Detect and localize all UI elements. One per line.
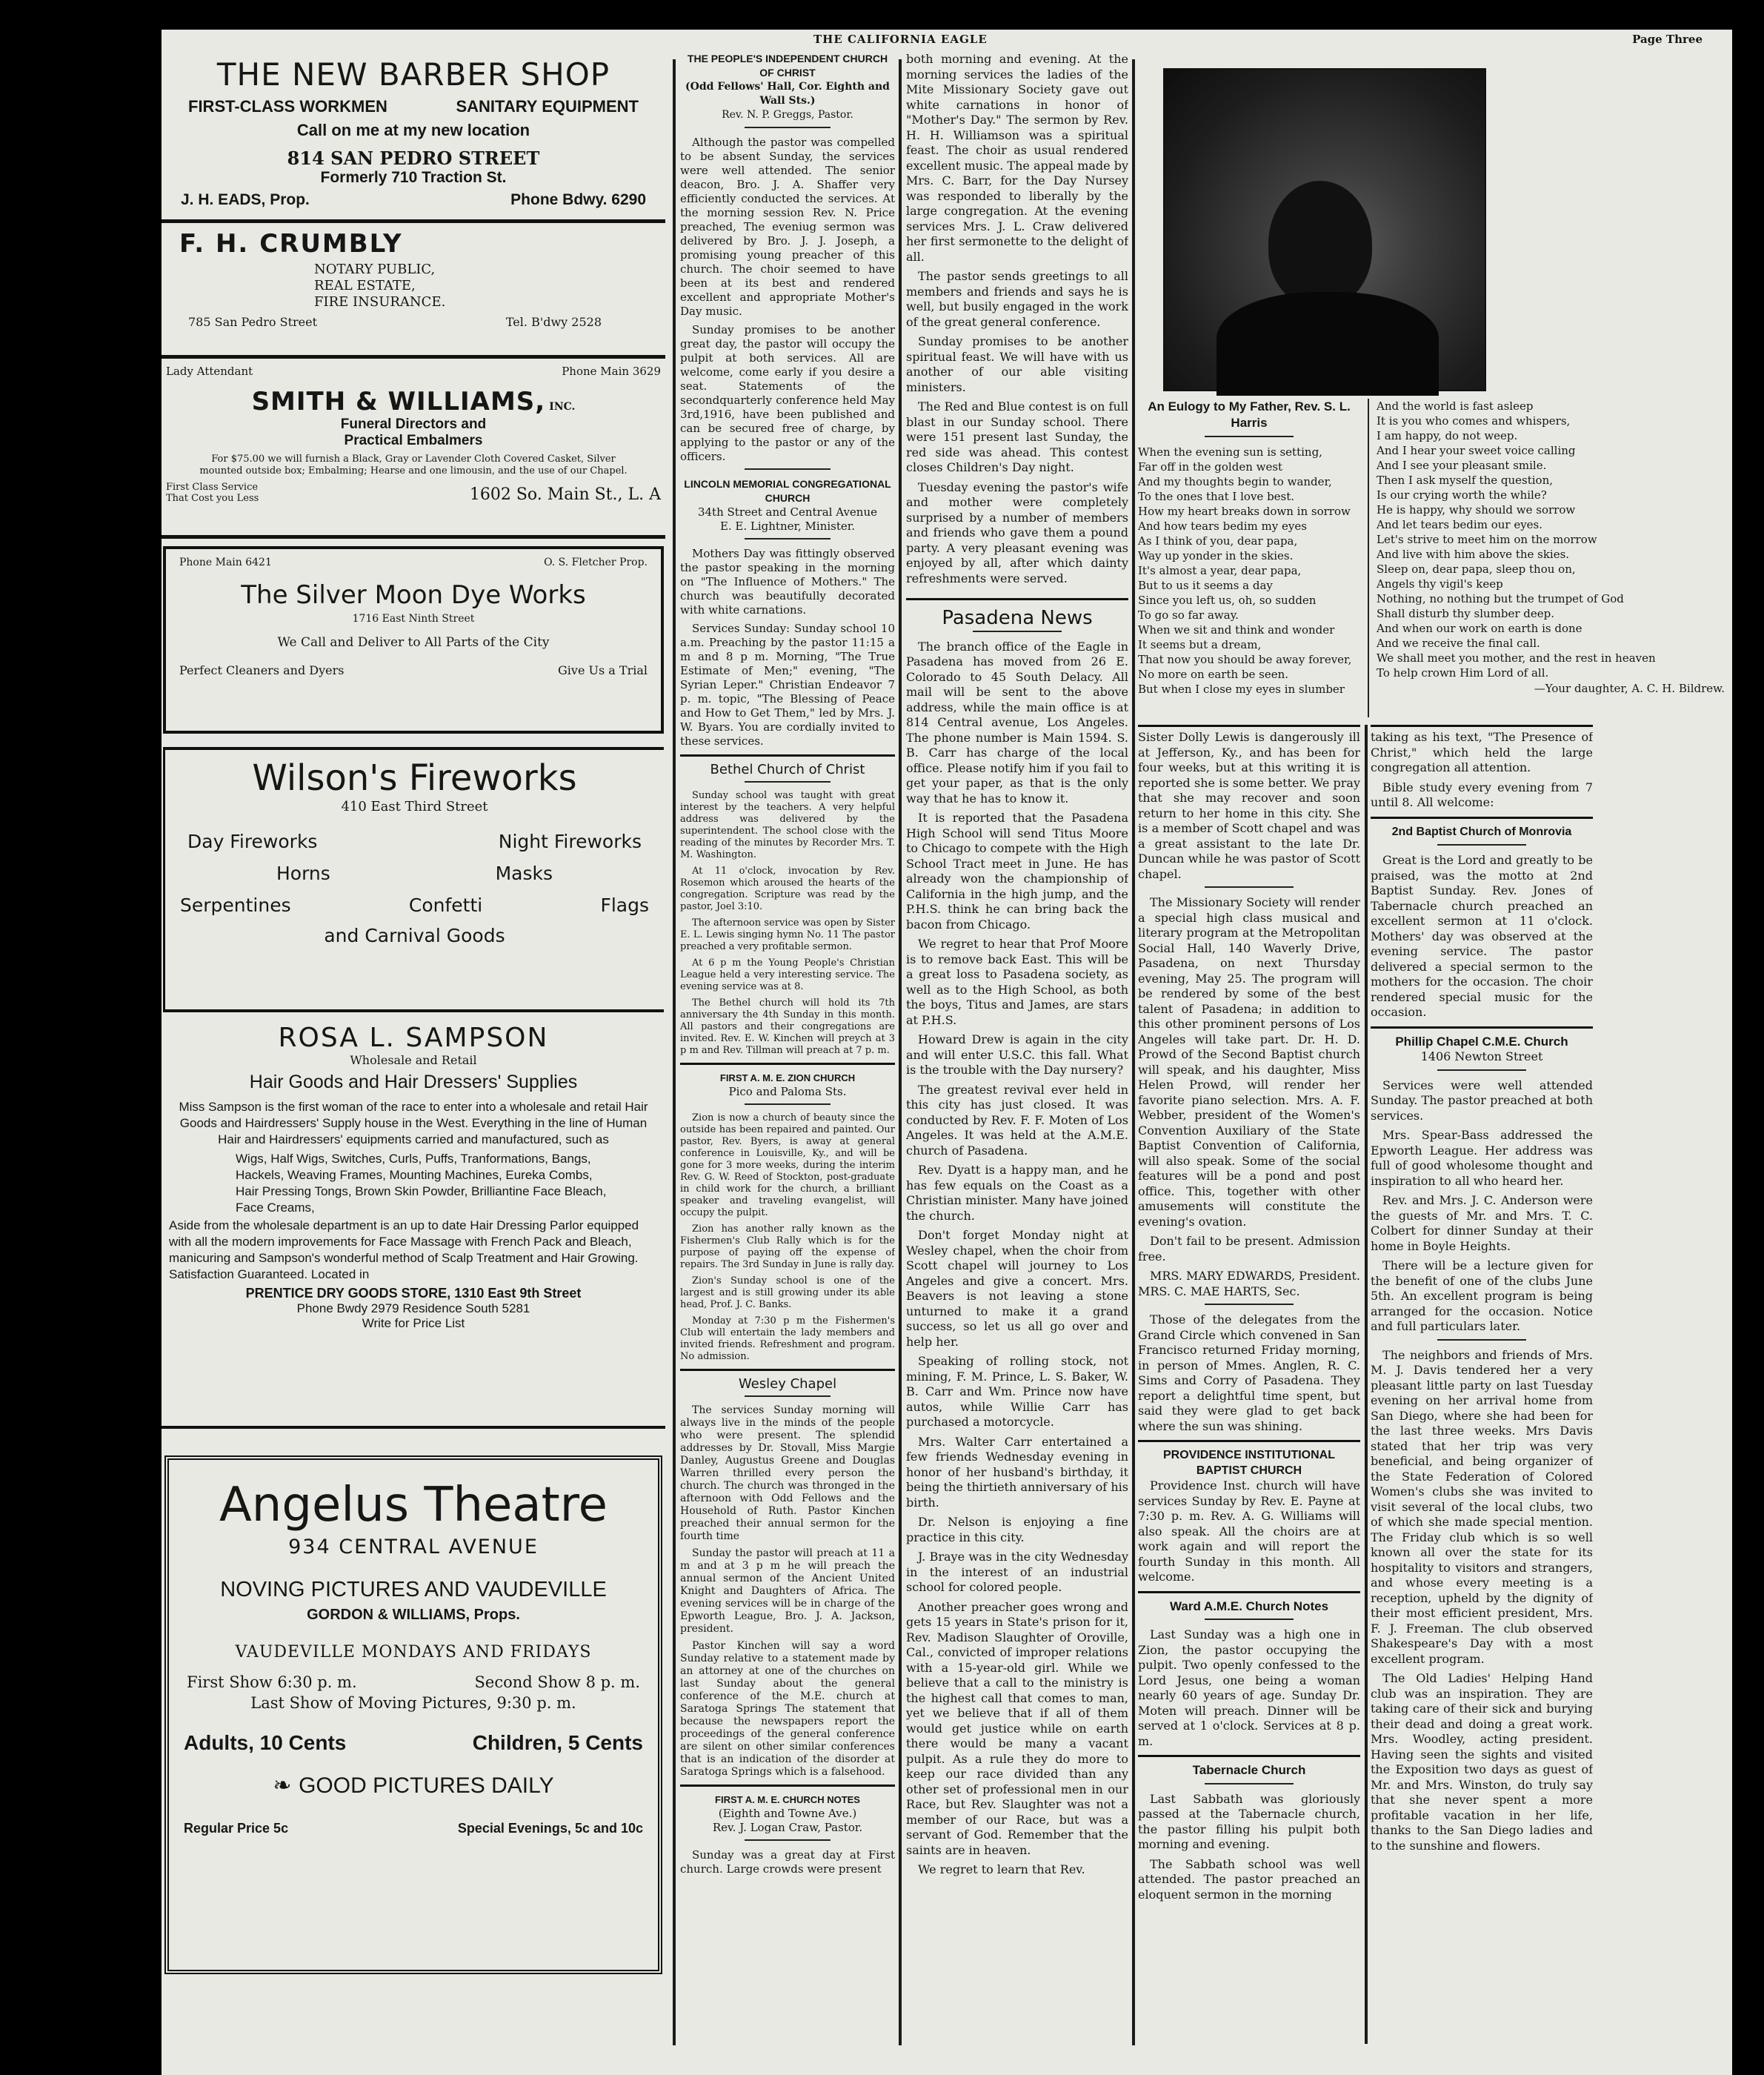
wilson-item2: Night Fireworks <box>498 831 642 852</box>
crumbly-address: 785 San Pedro Street <box>188 315 318 329</box>
bethel-p4: At 6 p m the Young People's Christian League held a very interesting service. The evening service was at 8. <box>680 957 895 992</box>
phillip-p6: The Old Ladies' Helping Hand club was an inspiration. They are taking care of their sick and burying their dead and doing a great work. Mrs. Woodley, acting president. Having seen the sights and visited the Exposition two days as guest of Mr. and Mrs. Winston, do truly say that she never spent a more profitable vacation in her life, thanks to the San Diego ladies and to the sunshine and flowers. <box>1371 1671 1593 1853</box>
sampson-write: Write for Price List <box>362 1316 465 1330</box>
pas-p11: J. Braye was in the city Wednesday in the interest of an industrial school for colored people. <box>906 1550 1128 1594</box>
pas-p6: Rev. Dyatt is a happy man, and he has few equals on the Coast as a Christian minister. Many have joined the church. <box>906 1163 1128 1223</box>
zion-addr: Pico and Paloma Sts. <box>728 1085 847 1098</box>
phillip-heading: Phillip Chapel C.M.E. Church <box>1395 1034 1568 1049</box>
angelus-vaudeville: VAUDEVILLE MONDAYS AND FRIDAYS <box>235 1643 592 1661</box>
lincoln-addr: 34th Street and Central Avenue <box>697 505 878 519</box>
c4-a3: Don't fail to be present. Admission free. <box>1138 1234 1360 1264</box>
wesley-heading: Wesley Chapel <box>738 1376 837 1392</box>
sampson-phone: Phone Bwdy 2979 Residence South 5281 <box>296 1301 530 1315</box>
tabernacle-p2: The Sabbath school was well attended. The pastor preached an eloquent sermon in the morning <box>1138 1856 1360 1902</box>
monrovia-heading: 2nd Baptist Church of Monrovia <box>1391 825 1572 838</box>
barber-address: 814 SAN PEDRO STREET <box>287 147 540 169</box>
silver-title: The Silver Moon Dye Works <box>241 580 586 610</box>
c4-a5: MRS. C. MAE HARTS, Sec. <box>1138 1284 1300 1298</box>
peoples-p2: Sunday promises to be another great day, the pastor will occupy the pulpit at both services. All are welcome, come early if you desire a seat. Statements of the secondquarterly conference held May 3rd,1916, have been published and can be secured free of charge, by applying to the pastor or any of the officers. <box>680 323 895 463</box>
paper-name: THE CALIFORNIA EAGLE <box>813 33 988 46</box>
crumbly-line1: NOTARY PUBLIC, <box>314 262 436 277</box>
pas-p4: Howard Drew is again in the city and will enter U.S.C. this fall. What is the trouble with the Day nursery? <box>906 1032 1128 1077</box>
column-society <box>1138 725 1360 2056</box>
c4-a1: Sister Dolly Lewis is dangerously ill at Jefferson, Ky., and has been for four weeks, but at this writing it is reported she is some better. We pray that she may recover and soon return to her home in this city. She is a member of Scott chapel and was a great assistant to the late Dr. Duncan while he was pastor of Scott chapel. <box>1138 730 1360 881</box>
column-rule <box>673 59 676 2045</box>
lincoln-p2: Services Sunday: Sunday school 10 a.m. Preaching by the pastor 11:15 a m and 8 p m. Morning, "The True Estimate of Men;" evening, "The Syrian Leper." Christian Endeavor 7 p. m. topic, "The Blessing of Peace and How to Get Them," led by Mrs. J. W. Byars. You are cordially invited to these services. <box>680 622 895 748</box>
c4-a2: The Missionary Society will render a special high class musical and literary program at the Metropolitan Social Hall, 140 Waverly Drive, Pasadena, on next Thursday evening, May 25. The program will be rendered by some of the best talent of Pasadena; in addition to this other prominent persons of Los Angeles will take part. Dr. H. D. Prowd of the Second Baptist church will speak, and his daughter, Miss Helen Prowd, will render her favorite piano selection. Mrs. A. F. Webber, president of the Women's Convention Auxiliary of the State Baptist Convention of California, will also speak. Some of the social features will be a pond and post office. This, together with other amusements will constitute the evening's ovation. <box>1138 895 1360 1229</box>
barber-prop: J. H. EADS, Prop. <box>181 191 310 208</box>
wesley-p2: Sunday the pastor will preach at 11 a m and at 3 p m he will preach the annual sermon of the Ancient United Knight and Daughters of Africa. The evening services will be in charge of the Epworth League, Bro. J. A. Jackson, president. <box>680 1547 895 1635</box>
eulogy-heading: An Eulogy to My Father, Rev. S. L. Harris <box>1148 399 1351 430</box>
smith-service2: That Cost you Less <box>166 493 259 504</box>
barber-call: Call on me at my new location <box>296 121 530 139</box>
angelus-good: GOOD PICTURES DAILY <box>299 1773 554 1798</box>
silver-prop: O. S. Fletcher Prop. <box>544 557 648 568</box>
angelus-adults: Adults, 10 Cents <box>184 1731 347 1754</box>
silver-moon-ad <box>163 546 664 734</box>
wilson-address: 410 East Third Street <box>341 799 488 814</box>
masthead <box>162 33 1732 49</box>
first-ame-p1: Sunday was a great day at First church. Large crowds were present <box>680 1848 895 1876</box>
lincoln-heading: LINCOLN MEMORIAL CONGREGATIONAL CHURCH <box>684 478 891 504</box>
c3-p5: Tuesday evening the pastor's wife and mother were completely surprised by a number of members and friends who gave them a pound party. A very pleasant evening was enjoyed by all, after which dainty refreshments were served. <box>906 479 1128 585</box>
barber-shop-ad <box>162 50 665 223</box>
smith-sub1: Funeral Directors and <box>340 416 487 432</box>
smith-inc: INC. <box>549 401 576 413</box>
column-monrovia <box>1371 725 1593 2056</box>
wilson-item8: and Carnival Goods <box>324 925 505 946</box>
silver-address: 1716 East Ninth Street <box>352 613 475 625</box>
wilson-item5: Serpentines <box>180 894 291 916</box>
wilson-item1: Day Fireworks <box>187 831 318 852</box>
tabernacle-heading: Tabernacle Church <box>1192 1763 1306 1777</box>
sampson-body2: Aside from the wholesale department is an up to date Hair Dressing Parlor equipped with all the modern improvements for Face Massage with French Pack and Bleach, manicuring and Sampson's wonderful method of Scalp Treatment and Hair Growing. Satisfaction Guaranteed. Located in <box>169 1218 639 1281</box>
angelus-moving: NOVING PICTURES AND VAUDEVILLE <box>220 1578 607 1601</box>
wesley-p1: The services Sunday morning will always live in the minds of the people who were present. The splendid addresses by Dr. Stovall, Miss Margie Danley, Augustus Greene and Douglas Warren thrilled every person the church. The church was thronged in the afternoon with Odd Fellows and the Household of Ruth. Pastor Kinchen preached their annual sermon for the fourth time <box>680 1404 895 1542</box>
zion-p3: Zion's Sunday school is one of the largest and is still growing under its able head, Prof. J. C. Banks. <box>680 1275 895 1310</box>
angelus-children: Children, 5 Cents <box>472 1731 643 1754</box>
pas-p2: It is reported that the Pasadena High School will send Titus Moore to Chicago to compete with the High School Tract meet in June. He has already won the championship of California in the high jump, and the P.H.S. think he can bring back the bacon from Chicago. <box>906 811 1128 932</box>
providence-p: Providence Inst. church will have services Sunday by Rev. E. Payne at 7:30 p. m. Rev. A. G. Williams will also speak. All the choirs are at work again and will report the fourth Sunday in this month. All welcome. <box>1138 1478 1360 1584</box>
peoples-p1: Although the pastor was compelled to be absent Sunday, the services were well attended. The senior deacon, Bro. J. A. Shaffer very efficiently conducted the services. At the morning session Rev. N. Price preached, The eveniug sermon was delivered by Bro. J. J. Joseph, a promising young preacher of this church. The choir seemed to have been at its best and rendered excellent and appropriate Mother's Day music. <box>680 136 895 318</box>
zion-p2: Zion has another rally known as the Fishermen's Club Rally which is for the purpose of paying off the expense of repairs. The 3rd Sunday in June is rally day. <box>680 1224 895 1270</box>
smith-phone: Phone Main 3629 <box>562 365 661 378</box>
smith-address: 1602 So. Main St., L. A <box>469 485 661 504</box>
sampson-list: Wigs, Half Wigs, Switches, Curls, Puffs, Tranformations, Bangs, Hackels, Weaving Frames, Mounting Machines, Eureka Combs, Hair Pressing Tongs, Brown Skin Powder, Brilliantine Face Bleach, Face Creams, <box>236 1152 607 1215</box>
pas-p10: Dr. Nelson is enjoying a fine practice in this city. <box>906 1515 1128 1544</box>
c4-a4: MRS. MARY EDWARDS, President. <box>1149 1269 1360 1283</box>
bethel-p1: Sunday school was taught with great interest by the teachers. A very helpful address was delivered by the superintendent. The school close with the reading of the minutes by Recorder Mrs. T. M. Washington. <box>680 790 895 860</box>
silver-left: Perfect Cleaners and Dyers <box>179 663 345 677</box>
angelus-theatre-ad <box>164 1455 662 1974</box>
pas-p9: Mrs. Walter Carr entertained a few friends Wednesday evening in honor of her husband's birthday, it being the thirtieth anniversary of his birth. <box>906 1434 1128 1510</box>
ads-column <box>162 50 665 2051</box>
sampson-store: PRENTICE DRY GOODS STORE, 1310 East 9th Street <box>245 1286 582 1301</box>
c5-p2: Bible study every evening from 7 until 8. All welcome: <box>1371 780 1593 809</box>
angelus-address: 934 CENTRAL AVENUE <box>288 1536 539 1558</box>
silver-phone: Phone Main 6421 <box>179 557 272 568</box>
sampson-name: ROSA L. SAMPSON <box>278 1023 549 1053</box>
crumbly-tel: Tel. B'dwy 2528 <box>505 315 602 329</box>
angelus-regular: Regular Price 5c <box>184 1821 289 1836</box>
c4-a6: Those of the delegates from the Grand Circle which convened in San Francisco returned Friday morning, in person of Mmes. Anglen, R. C. Sims and Corry of Pasadena. They report a delightful time spent, but said they were glad to get back where the sun was shining. <box>1138 1312 1360 1433</box>
wilson-fireworks-ad <box>163 747 664 1012</box>
peoples-heading: THE PEOPLE'S INDEPENDENT CHURCH OF CHRIST <box>687 53 888 79</box>
wilson-item3: Horns <box>276 863 330 884</box>
bethel-p5: The Bethel church will hold its 7th anniversary the 4th Sunday in this month. All pastors and their congregations are invited. Rev. E. W. Kinchen will preych at 3 p m and Rev. Tillman will preach at 7 p. m. <box>680 997 895 1056</box>
smith-sub2: Practical Embalmers <box>344 433 483 448</box>
pas-p1: The branch office of the Eagle in Pasadena has moved from 26 E. Colorado to 45 South Delacy. All mail will be sent to the above address, while the main office is at 814 Central avenue, Los Angeles. The phone number is Main 1594. S. B. Carr has charge of the local office. Please notify him if you fail to get your paper, as that is the only way that he has to know it. <box>906 639 1128 806</box>
zion-heading: FIRST A. M. E. ZION CHURCH <box>719 1072 856 1083</box>
poem-right: And the world is fast asleep It is you who comes and whispers, I am happy, do not weep. And I hear your sweet voice calling And I see your pleasant smile. Then I ask myself the question, Is our crying worth the while? He is happy, why should we sorrow And let tears bedim our eyes. Let's strive to meet him on the morrow And live with him above the skies. Sleep on, dear papa, sleep thou on, Angels thy vigil's keep Nothing, no nothing but the trumpet of God Shall disturb thy slumber deep. And when our work on earth is done And we receive the final call. We shall meet you mother, and the rest in heaven To help crown Him Lord of all. <box>1377 399 1656 680</box>
first-ame-addr: (Eighth and Towne Ave.) <box>718 1807 857 1820</box>
phillip-p4: There will be a lecture given for the benefit of one of the clubs June 5th. An excellent program is being arranged for the occasion. Notice and full particulars later. <box>1371 1258 1593 1333</box>
silver-right: Give Us a Trial <box>558 663 648 677</box>
c3-p1: both morning and evening. At the morning services the ladies of the Mite Missionary Society gave out white carnations in honor of "Mother's Day." The sermon by Rev. H. H. Williamson was a spiritual feast. The choir as usual rendered excellent music. The appeal made by Mrs. C. Barr, for the Day Nursey was responded to liberally by the large congregation. At the evening services Mrs. J. L. Craw delivered her first sermonette to the delight of all. <box>906 52 1128 264</box>
column-rule <box>1132 59 1135 2045</box>
smith-attendant: Lady Attendant <box>166 365 253 378</box>
phillip-addr: 1406 Newton Street <box>1420 1049 1543 1063</box>
pas-p7: Don't forget Monday night at Wesley chapel, when the choir from Scott chapel will journey to Los Angeles and give a concert. Mrs. Beavers is not leaving a stone unturned to make it a grand success, so let us all go over and help her. <box>906 1228 1128 1349</box>
column-rule <box>899 59 902 2045</box>
newspaper-page <box>162 30 1732 2075</box>
crumbly-ad <box>162 223 665 359</box>
sampson-sub: Wholesale and Retail <box>350 1053 477 1067</box>
sampson-body1: Miss Sampson is the first woman of the race to enter into a wholesale and retail Hair Goods and Hairdressers' Supply house in the West. Everything in the line of Human Hair and Hairdressers' equipments carried and manufactured, such as <box>179 1100 648 1146</box>
c3-p4: The Red and Blue contest is on full blast in our Sunday school. There were 151 present last Sunday, the red side was ahead. This contest closes Children's Day night. <box>906 399 1128 474</box>
c3-p3: Sunday promises to be another spiritual feast. We will have with us another of our able visiting ministers. <box>906 334 1128 394</box>
fleuron-left-icon: ❧ <box>273 1773 292 1799</box>
monrovia-p: Great is the Lord and greatly to be praised, was the motto at 2nd Baptist Sunday. Rev. Jones of Tabernacle church preached an excellent sermon at 11 o'clock. Mothers' day was observed at the evening service. The pastor delivered a special sermon to the mothers for the occasion. The choir rendered special music for the occasion. <box>1371 853 1593 1019</box>
barber-title: THE NEW BARBER SHOP <box>216 56 610 93</box>
lincoln-min: E. E. Lightner, Minister. <box>719 519 856 533</box>
page-number: Page Three <box>1632 33 1703 46</box>
smith-body: For $75.00 we will furnish a Black, Gray or Lavender Cloth Covered Casket, Silver mounted outside box; Embalming; Hearse and one limousin, and the use of our Chapel. <box>199 454 628 477</box>
ward-heading: Ward A.M.E. Church Notes <box>1169 1598 1329 1613</box>
column-rule <box>1365 725 1368 2044</box>
pasadena-heading: Pasadena News <box>942 607 1093 629</box>
c5-p1: taking as his text, "The Presence of Christ," which held the large congregation all attention. <box>1371 730 1593 774</box>
phillip-p1: Services were well attended Sunday. The pastor preached at both services. <box>1371 1078 1593 1123</box>
barber-sub-left: FIRST-CLASS WORKMEN <box>188 97 387 116</box>
barber-phone: Phone Bdwy. 6290 <box>510 191 646 208</box>
smith-williams-ad <box>162 359 665 539</box>
poem-left: When the evening sun is setting, Far off in the golden west And my thoughts begin to wander, To the ones that I love best. How my heart breaks down in sorrow And how tears bedim my eyes As I think of you, dear papa, Way up yonder in the skies. It's almost a year, dear papa, But to us it seems a day Since you left us, oh, so sudden To go so far away. When we sit and think and wonder It seems but a dream, That now you should be away forever, No more on earth be seen. But when I close my eyes in slumber <box>1138 445 1352 696</box>
angelus-last: Last Show of Moving Pictures, 9:30 p. m. <box>250 1694 576 1712</box>
portrait-shoulders <box>1217 292 1439 396</box>
angelus-second: Second Show 8 p. m. <box>474 1673 640 1691</box>
barber-formerly: Formerly 710 Traction St. <box>320 169 507 186</box>
ward-p: Last Sunday was a high one in Zion, the pastor occupying the pulpit. Two openly confessed to the Lord Jesus, one being a woman nearly 60 years of age. Sunday Dr. Moten will preach. Dinner will be served at 1 o'clock. Services at 8 p. m. <box>1138 1627 1360 1748</box>
peoples-pastor: Rev. N. P. Greggs, Pastor. <box>722 109 853 121</box>
crumbly-line3: FIRE INSURANCE. <box>314 294 446 310</box>
eulogy <box>1138 399 1731 725</box>
smith-name: SMITH & WILLIAMS, <box>251 387 546 416</box>
phillip-p3: Rev. and Mrs. J. C. Anderson were the guests of Mr. and Mrs. T. C. Colbert for dinner Sunday at their home in Boyle Heights. <box>1371 1193 1593 1253</box>
bethel-p2: At 11 o'clock, invocation by Rev. Rosemon which aroused the hearts of the congregation. Scripture was read by the pastor, Joel 3:10. <box>680 866 895 912</box>
wilson-item6: Confetti <box>408 894 483 916</box>
crumbly-name: F. H. CRUMBLY <box>179 229 403 259</box>
column-pasadena <box>906 52 1128 2053</box>
barber-sub-right: SANITARY EQUIPMENT <box>456 97 639 116</box>
column-churches-1 <box>680 52 895 2053</box>
pas-p3: We regret to hear that Prof Moore is to remove back East. This will be a great loss to Pasadena society, as well as to the High School, as both the boys, Titus and James, are stars at P.H.S. <box>906 937 1128 1027</box>
phillip-p2: Mrs. Spear-Bass addressed the Epworth League. Her address was full of good wholesome thought and inspiration to all who heard her. <box>1371 1128 1593 1188</box>
first-ame-heading: FIRST A. M. E. CHURCH NOTES <box>715 1794 860 1805</box>
pas-p5: The greatest revival ever held in this city has just closed. It was conducted by Rev. F. F. Moten of Los Angeles. It was held at the A.M.E. church of Pasadena. <box>906 1082 1128 1158</box>
silver-line: We Call and Deliver to All Parts of the City <box>277 635 550 650</box>
bethel-p3: The afternoon service was open by Sister E. L. Lewis singing hymn No. 11 The pastor preached a very profitable sermon. <box>680 917 895 952</box>
bethel-heading: Bethel Church of Christ <box>710 762 865 777</box>
poem-signature: —Your daughter, A. C. H. Bildrew. <box>1534 682 1725 695</box>
rosa-sampson-ad <box>162 1020 665 1429</box>
peoples-sub: (Odd Fellows' Hall, Cor. Eighth and Wall Sts.) <box>685 81 890 107</box>
crumbly-line2: REAL ESTATE, <box>314 278 416 293</box>
angelus-title: Angelus Theatre <box>219 1478 608 1533</box>
tabernacle-p1: Last Sabbath was gloriously passed at the Tabernacle church, the pastor filling his pulpit both morning and evening. <box>1138 1791 1360 1851</box>
pas-p12: Another preacher goes wrong and gets 15 years in State's prison for it, Rev. Madison Slaughter of Oroville, Cal., convicted of improper relations with a 15-year-old girl. While we believe that a call to the ministry is the highest call that comes to man, yet we believe that if all of them would get justice while on earth there would be many a vacant pulpit. As a rule they do more to keep our race divided than any other set of professional men in our Race, but Rev. Slaughter was not a member of our Race, but was a servant of God. Remember that the saints are in heaven. <box>906 1599 1128 1857</box>
wilson-item7: Flags <box>600 894 649 916</box>
providence-heading: PROVIDENCE INSTITUTIONAL BAPTIST CHURCH <box>1162 1449 1335 1477</box>
pas-p8: Speaking of rolling stock, not mining, F. M. Prince, L. S. Baker, W. B. Carr and Wm. Prince now have autos, while Willie Carr has purchased a motorcycle. <box>906 1354 1128 1429</box>
c3-p2: The pastor sends greetings to all members and friends and says he is well, but busily engaged in the work of the great general conference. <box>906 269 1128 329</box>
lincoln-p1: Mothers Day was fittingly observed the pastor speaking in the morning on "The Influence of Mothers." The church was beautifully decorated with white carnations. <box>680 547 895 617</box>
angelus-props: GORDON & WILLIAMS, Props. <box>307 1607 520 1623</box>
smith-service1: First Class Service <box>166 482 259 493</box>
zion-p4: Monday at 7:30 p m the Fishermen's Club will entertain the lady members and invited friends. Refreshment and program. No admission. <box>680 1315 895 1362</box>
angelus-special: Special Evenings, 5c and 10c <box>457 1821 643 1836</box>
phillip-p5: The neighbors and friends of Mrs. M. J. Davis tendered her a very pleasant little party on last Tuesday evening on her arrival home from San Diego, where she had been for the last three weeks. Mrs Davis stated that her trip was very beneficial, and being organizer of the State Federation of Colored Women's clubs she was invited to visit several of the local clubs, two of which she made special mention. The Friday club which is so well known all over the state for its hospitality to visitors and strangers, and whose every meeting is a reception, upheld by the dignity of their most efficient president, Mrs. F. J. Freeman. The club observed Shakespeare's Day with a most excellent program. <box>1371 1347 1593 1666</box>
portrait-figure <box>1268 181 1372 307</box>
portrait-photo <box>1163 68 1486 391</box>
sampson-title: Hair Goods and Hair Dressers' Supplies <box>249 1072 578 1092</box>
wesley-p3: Pastor Kinchen will say a word Sunday relative to a statement made by an attorney at one of the churches on last Sunday about the general conference of the M.E. church at Saratoga Springs The statement that because the newspapers report the proceedings of the general conference are silent on other similar conferences that is an indication of the disorder at Saratoga Springs which is a falsehood. <box>680 1640 895 1778</box>
angelus-first: First Show 6:30 p. m. <box>187 1673 357 1691</box>
zion-p1: Zion is now a church of beauty since the outside has been repaired and painted. Our pastor, Rev. Byers, is away at general conference in Louisville, Ky., and will be gone for 3 more weeks, during the interim Rev. G. W. Reed of Stockton, post-graduate in child work for the church, a brilliant speaker and traveling evangelist, will occupy the pulpit. <box>680 1112 895 1218</box>
wilson-item4: Masks <box>495 863 553 884</box>
first-ame-pastor: Rev. J. Logan Craw, Pastor. <box>712 1821 863 1834</box>
wilson-title: Wilson's Fireworks <box>252 757 577 799</box>
pas-p13: We regret to learn that Rev. <box>918 1862 1085 1876</box>
